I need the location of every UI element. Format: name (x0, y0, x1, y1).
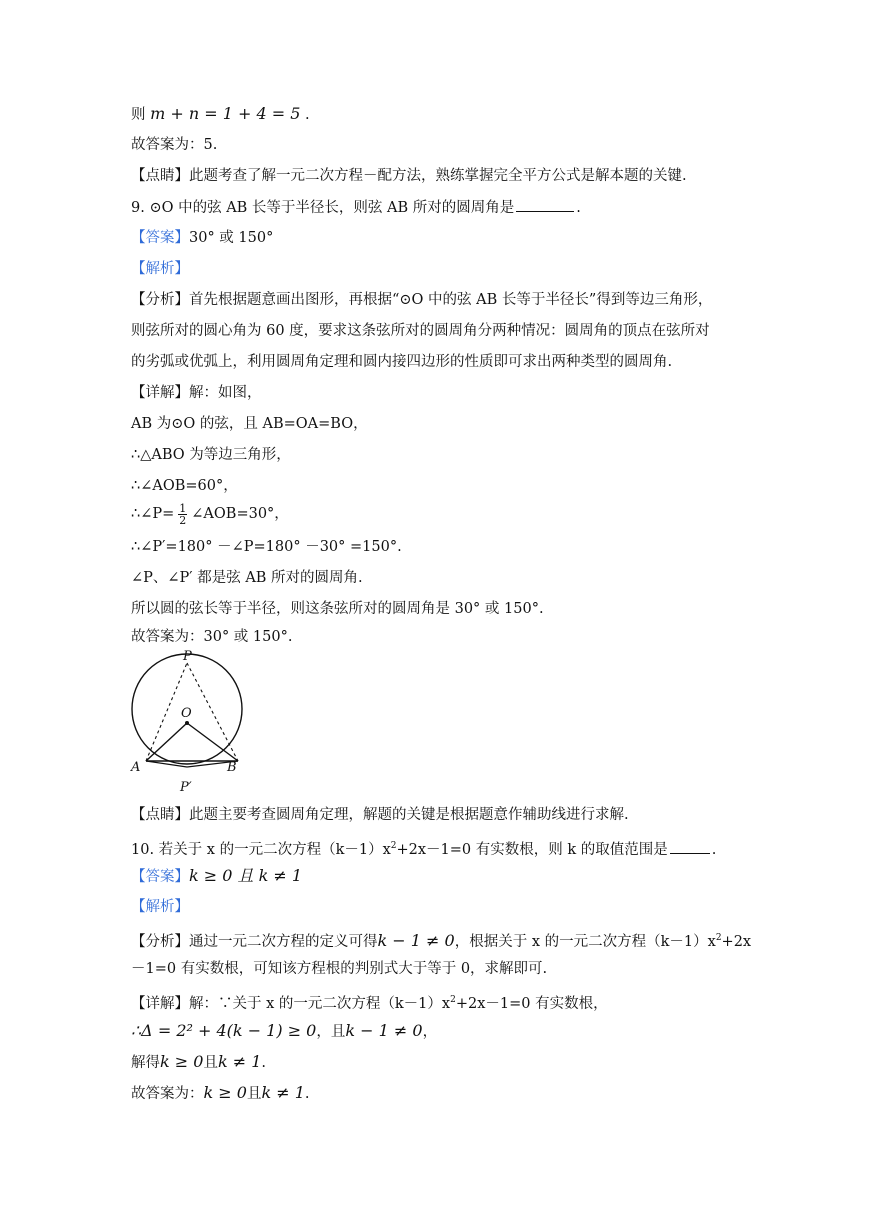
math-expression: m + n = 1 + 4 = 5 (150, 104, 301, 123)
q9-step-6: ∠P、∠P′ 都是弦 AB 所对的圆周角. (131, 570, 363, 586)
q10-fenxi-2: －1=0 有实数根，可知该方程根的判别式大于等于 0，求解即可. (131, 961, 548, 977)
q9-xiangjie-1: 【详解】解：如图， (131, 385, 262, 401)
q9-step-2: ∴△ABO 为等边三角形， (131, 447, 291, 463)
answer-tag: 【答案】 (131, 230, 189, 246)
q10-step-2: 解得k ≥ 0且k ≠ 1. (131, 1052, 267, 1071)
label-a: A (131, 760, 141, 775)
q10-analysis-tag: 【解析】 (131, 899, 189, 915)
label-p: P (183, 649, 192, 664)
line-m-plus-n: 则 m + n = 1 + 4 = 5 . (131, 104, 310, 123)
q9-step-1: AB 为⊙O 的弦，且 AB=OA=BO， (131, 416, 368, 432)
q10-answer-line: 【答案】k ≥ 0 且 k ≠ 1 (131, 866, 303, 885)
label-b: B (227, 760, 237, 775)
q9-step-3: ∴∠AOB=60°， (131, 478, 238, 494)
xiangjie-tag: 【详解】 (131, 385, 189, 401)
dianjing-line: 【点睛】此题考查了解一元二次方程－配方法，熟练掌握完全平方公式是解本题的关键. (131, 168, 687, 184)
q10-xiangjie-1: 【详解】解：∵关于 x 的一元二次方程$(k-1)x^2+2x-1=0$ 有实数根， (131, 995, 608, 1012)
fenxi-tag: 【分析】 (131, 933, 189, 950)
label-p-prime: P′ (180, 780, 192, 795)
dianjing-tag: 【点睛】 (131, 807, 189, 823)
fraction-one-half: $\frac{1}{2}$ (179, 501, 187, 527)
segment-ao (146, 723, 187, 761)
dianjing-tag: 【点睛】 (131, 168, 189, 184)
q9-answer-line: 【答案】30° 或 150° (131, 230, 274, 246)
answer-blank (670, 839, 710, 854)
answer-blank (516, 197, 574, 212)
q10-step-3: 故答案为：k ≥ 0且k ≠ 1. (131, 1083, 310, 1102)
q9-step-8: 故答案为：30° 或 150°. (131, 629, 293, 645)
q9-step-7: 所以圆的弦长等于半径，则这条弦所对的圆周角是 30° 或 150°. (131, 601, 544, 617)
q10-step-1: ∴Δ = 2² + 4(k − 1) ≥ 0，且k − 1 ≠ 0， (131, 1021, 438, 1040)
fenxi-tag: 【分析】 (131, 292, 189, 308)
q9-fenxi-3: 的劣弧或优弧上，利用圆周角定理和圆内接四边形的性质即可求出两种类型的圆周角. (131, 354, 673, 370)
q9-step-5: ∴∠P′=180° －∠P=180° －30° =150°. (131, 539, 402, 555)
center-point (185, 721, 189, 725)
q9-analysis-tag: 【解析】 (131, 261, 189, 277)
answer-line: 故答案为：5. (131, 137, 218, 153)
circle-figure (126, 647, 256, 797)
question-9: 9. ⊙O 中的弦 AB 长等于半径长，则弦 AB 所对的圆周角是 . (131, 197, 581, 218)
q9-dianjing-line: 【点睛】此题主要考查圆周角定理，解题的关键是根据题意作辅助线进行求解. (131, 807, 629, 823)
segment-bp (187, 663, 238, 761)
question-10: 10. 若关于 x 的一元二次方程$(k-1)x^2+2x-1=0$ 有实数根，则 k 的取值范围是 . (131, 836, 716, 860)
answer-tag: 【答案】 (131, 869, 189, 885)
q9-step-4: ∴∠P= $\frac{1}{2}$ ∠AOB=30°， (131, 501, 289, 527)
q10-fenxi-1: 【分析】通过一元二次方程的定义可得k − 1 ≠ 0，根据关于 x 的一元二次方程$(k-1)x^2+2x$ (131, 930, 752, 950)
label-o: O (181, 706, 192, 721)
xiangjie-tag: 【详解】 (131, 995, 189, 1012)
q9-fenxi-1: 【分析】首先根据题意画出图形，再根据“⊙O 中的弦 AB 长等于半径长”得到等边三角形， (131, 292, 713, 308)
q9-fenxi-2: 则弦所对的圆心角为 60 度，要求这条弦所对的圆周角分两种情况：圆周角的顶点在弦所对 (131, 323, 710, 339)
